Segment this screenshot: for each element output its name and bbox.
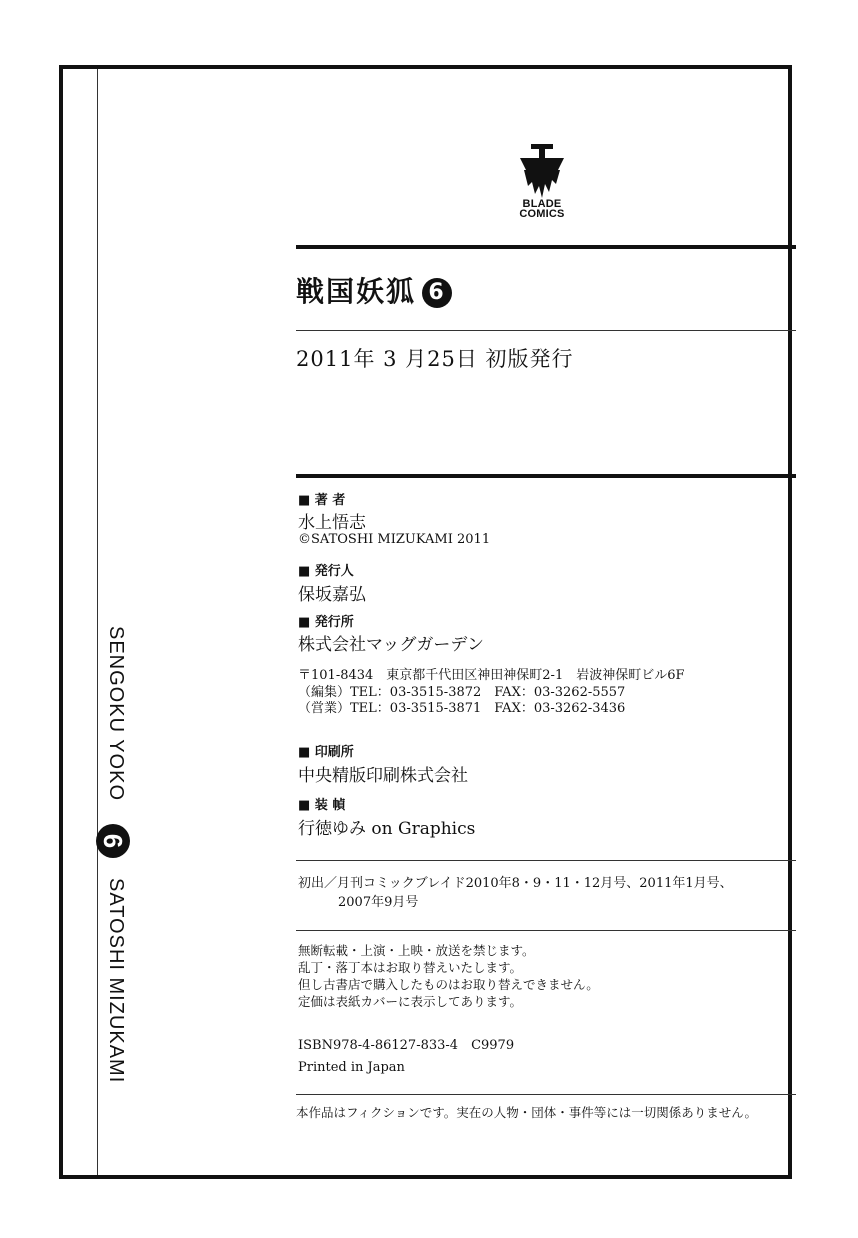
spine-volume-badge: 6 <box>96 824 130 858</box>
notice-line3: 但し古書店で購入したものはお取り替えできません。 <box>298 977 599 992</box>
first-appearance-line2: 2007年9月号 <box>338 895 419 910</box>
printer: 中央精版印刷株式会社 <box>298 766 468 786</box>
printer-label: ■ 印刷所 <box>298 745 354 760</box>
author-name: 水上悟志 <box>298 513 366 533</box>
page-frame <box>59 65 792 1179</box>
design: 行徳ゆみ on Graphics <box>298 819 476 839</box>
disclaimer-rule <box>296 1094 796 1095</box>
copyright: ©SATOSHI MIZUKAMI 2011 <box>298 532 491 547</box>
spine <box>96 626 136 1171</box>
author-label: ■ 著 者 <box>298 493 346 508</box>
book-title <box>296 270 452 310</box>
publisher-person: 保坂嘉弘 <box>298 585 366 605</box>
notice-line4: 定価は表紙カバーに表示してあります。 <box>298 994 523 1009</box>
design-label: ■ 装 幀 <box>298 798 346 813</box>
publisher: 株式会社マッグガーデン <box>298 635 484 655</box>
notice-line2: 乱丁・落丁本はお取り替えいたします。 <box>298 960 523 975</box>
isbn: ISBN978-4-86127-833-4 C9979 <box>298 1038 515 1053</box>
spine-author: SATOSHI MIZUKAMI <box>105 878 127 1084</box>
volume-badge: 6 <box>422 278 452 308</box>
notices-rule <box>296 930 796 931</box>
logo-caption <box>505 199 579 219</box>
publisher-label: ■ 発行所 <box>298 615 354 630</box>
logo-caption-line2: COMICS <box>519 208 565 220</box>
disclaimer: 本作品はフィクションです。実在の人物・団体・事件等には一切関係ありません。 <box>296 1105 758 1120</box>
title-bottom-rule <box>296 330 796 331</box>
printed-in: Printed in Japan <box>298 1060 405 1075</box>
first-appearance-line1: 初出／月刊コミックブレイド2010年8・9・11・12月号、2011年1月号、 <box>298 876 733 891</box>
sales-contact: （営業）TEL：03-3515-3871 FAX：03-3262-3436 <box>298 701 626 716</box>
book-title-main: 戦国妖狐 <box>296 275 417 308</box>
spine-series-title: SENGOKU YOKO <box>105 626 127 802</box>
publisher-person-label: ■ 発行人 <box>298 564 354 579</box>
title-top-rule <box>296 245 796 249</box>
notice-line1: 無断転載・上演・上映・放送を禁じます。 <box>298 943 535 958</box>
credits-top-rule <box>296 474 796 478</box>
logo-caption-line1: BLADE <box>522 198 562 210</box>
address: 〒101-8434 東京都千代田区神田神保町2-1 岩波神保町ビル6F <box>298 668 685 683</box>
editorial-contact: （編集）TEL：03-3515-3872 FAX：03-3262-5557 <box>298 685 626 700</box>
first-appearance-rule <box>296 860 796 861</box>
publication-date: 2011年 3 月25日 初版発行 <box>296 347 574 371</box>
